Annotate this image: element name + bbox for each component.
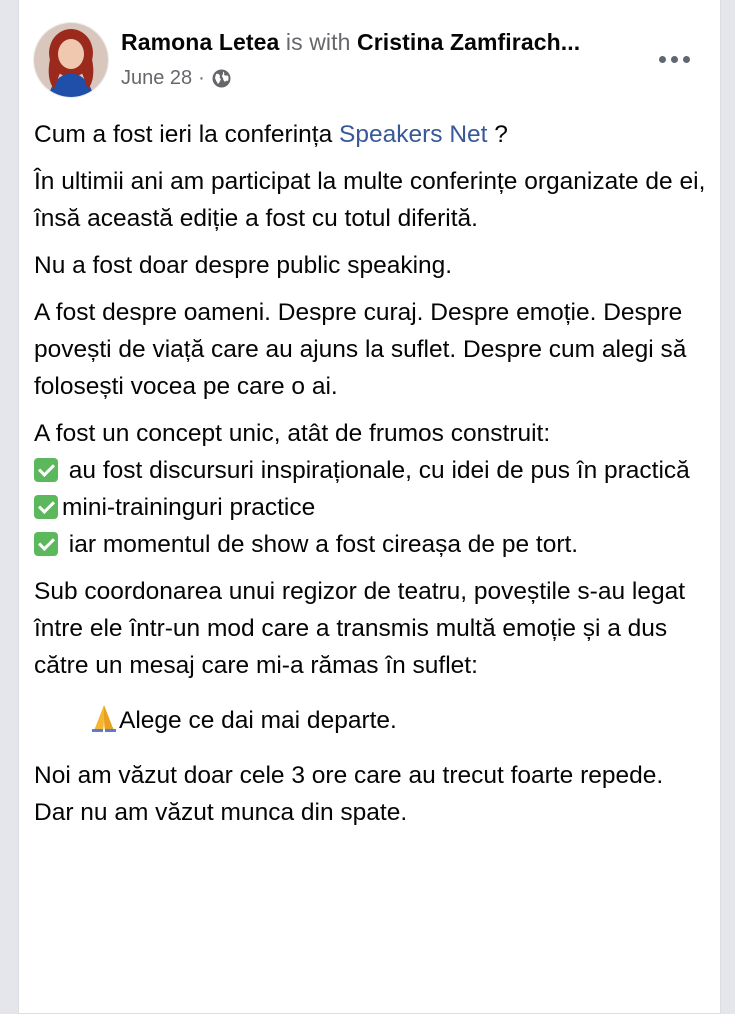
quote-text: Alege ce dai mai departe. (119, 707, 397, 734)
post-meta (121, 67, 232, 90)
paragraph-7 (34, 757, 714, 831)
post-card (18, 0, 721, 1014)
more-dot (671, 56, 678, 63)
list-intro: A fost un concept unic, atât de frumos construit: (34, 420, 551, 447)
post-date[interactable]: June 28 (121, 67, 193, 89)
list-item: iar momentul de show a fost cireașa de pe tort. (62, 531, 579, 558)
globe-icon[interactable] (211, 68, 232, 89)
paragraph-6: Sub coordonarea unui regizor de teatru, poveștile s-au legat între ele într-un mod care a transmis multă emoție și a dus către un mesaj care mi-a rămas în suflet: (34, 578, 686, 679)
post-header (19, 0, 720, 110)
more-dot (683, 56, 690, 63)
tagged-name[interactable]: Cristina Zamfirach... (357, 29, 581, 55)
check-mark-icon (34, 495, 58, 519)
with-text: is with (285, 29, 351, 55)
author-avatar[interactable] (34, 23, 108, 97)
paragraph-1 (34, 116, 714, 153)
p7-line-2: Dar nu am văzut munca din spate. (34, 799, 408, 826)
post-text (34, 116, 714, 841)
more-options-button[interactable] (654, 44, 694, 74)
paragraph-3: Nu a fost doar despre public speaking. (34, 252, 453, 279)
meta-separator: · (198, 67, 205, 89)
list-item: mini-traininguri practice (62, 494, 316, 521)
praying-hands-icon (91, 703, 117, 733)
paragraph-2: În ultimii ani am participat la multe conferințe organizate de ei, însă această ediție a fost cu totul diferită. (34, 168, 706, 232)
p1-after: ? (487, 121, 508, 148)
author-name[interactable]: Ramona Letea (121, 29, 280, 55)
check-mark-icon (34, 532, 58, 556)
paragraph-4: A fost despre oameni. Despre curaj. Despre emoție. Despre povești de viață care au ajuns la suflet. Despre cum alegi să folosești vocea pe care o ai. (34, 299, 687, 400)
p7-line-1: Noi am văzut doar cele 3 ore care au trecut foarte repede. (34, 762, 664, 789)
paragraph-5 (34, 415, 714, 563)
author-line (121, 29, 580, 56)
quote-line (34, 702, 714, 739)
more-dot (659, 56, 666, 63)
check-mark-icon (34, 458, 58, 482)
p1-text: Cum a fost ieri la conferința (34, 121, 340, 148)
list-item: au fost discursuri inspiraționale, cu idei de pus în practică (62, 457, 690, 484)
speakers-net-link[interactable]: Speakers Net (339, 121, 488, 148)
